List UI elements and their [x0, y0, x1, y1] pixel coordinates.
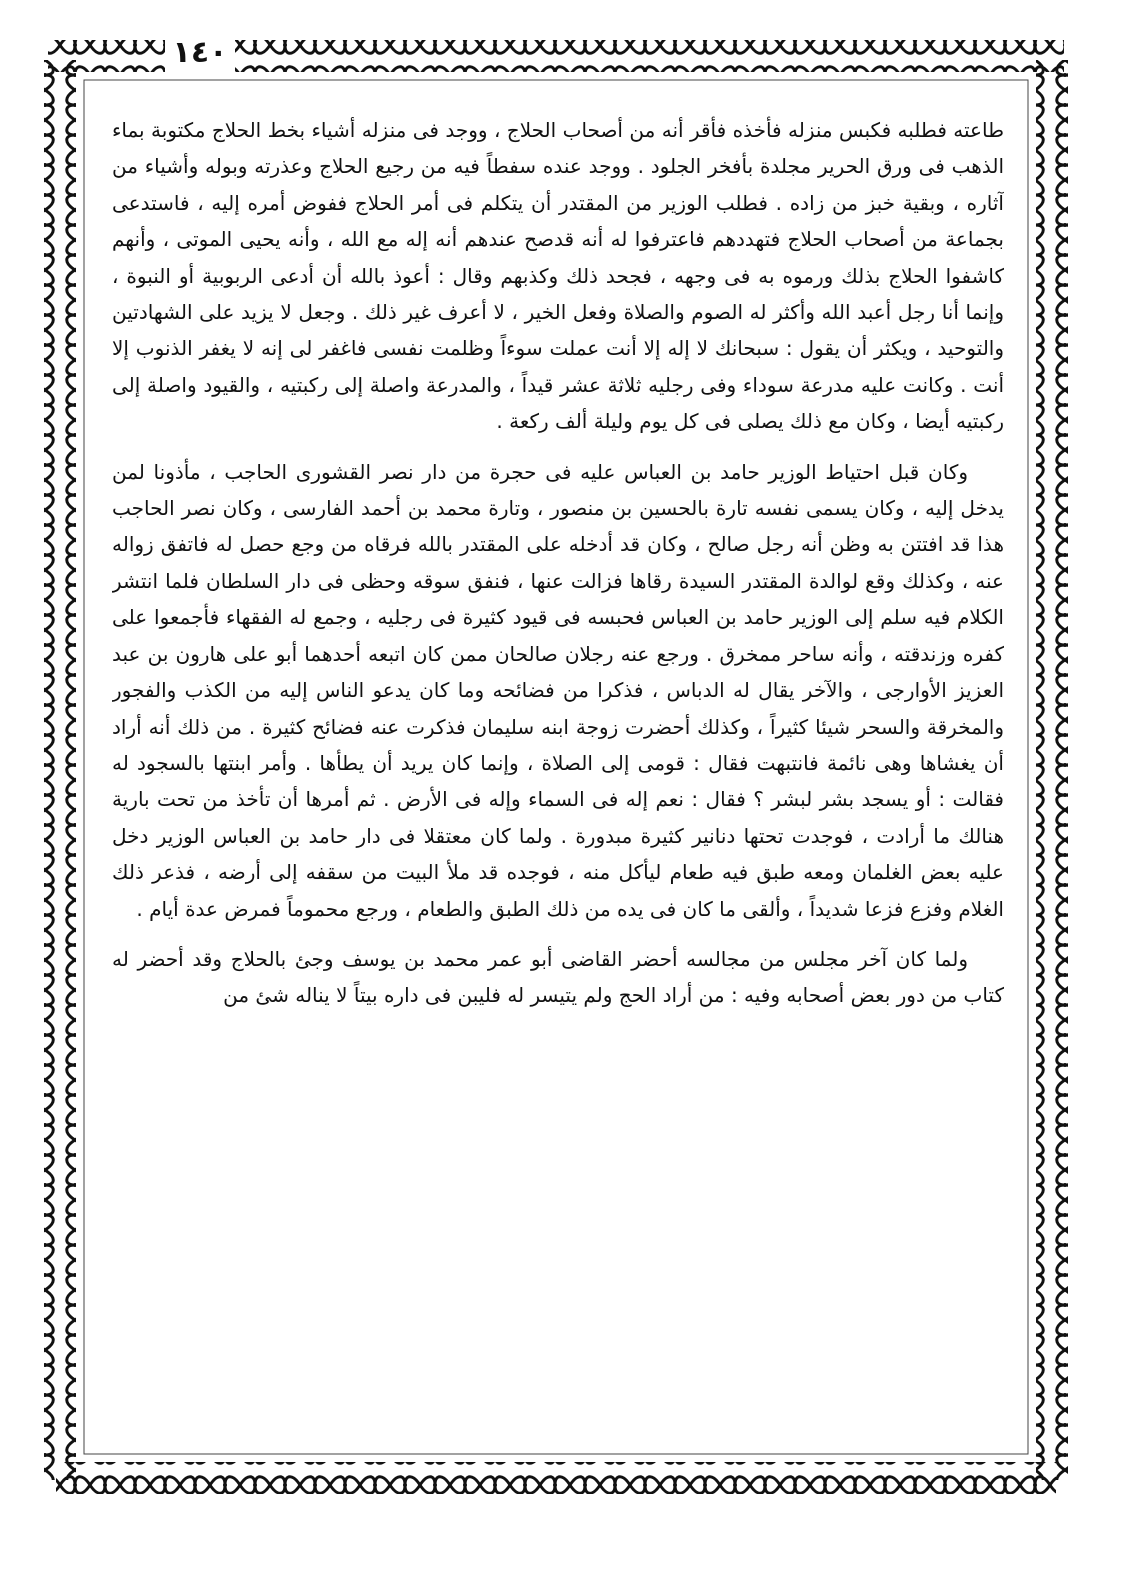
page-body	[112, 112, 1004, 1442]
paragraph: وكان قبل احتياط الوزير حامد بن العباس عليه فى حجرة من دار نصر القشورى الحاجب ، مأذونا لمن يدخل إليه ، وكان يسمى نفسه تارة بالحسين بن منصور ، وتارة محمد بن أحمد الفارسى ، وكان نصر الحاجب هذا قد افتتن به وظن أنه رجل صالح ، وكان قد أدخله على المقتدر بالله فرقاه من وجع حصل له فاتفق زواله عنه ، وكذلك وقع لوالدة المقتدر السيدة رقاها فزالت عنها ، فنفق سوقه وحظى فى دار السلطان فلما انتشر الكلام فيه سلم إلى الوزير حامد بن العباس فحبسه فى قيود كثيرة فى رجليه ، وجمع له الفقهاء فأجمعوا على كفره وزندقته ، وأنه ساحر ممخرق . ورجع عنه رجلان صالحان ممن كان اتبعه أحدهما أبو على هارون بن عبد العزيز الأوارجى ، والآخر يقال له الدباس ، فذكرا من فضائحه وما كان يدعو الناس إليه من الكذب والفجور والمخرقة والسحر شيئا كثيراً ، وكذلك أحضرت زوجة ابنه سليمان فذكرت عنه فضائح كثيرة . من ذلك أنه أراد أن يغشاها وهى نائمة فانتبهت فقال : قومى إلى الصلاة ، وإنما كان يريد أن يطأها . وأمر ابنتها بالسجود له فقالت : أو يسجد بشر لبشر ؟ فقال : نعم إله فى السماء وإله فى الأرض . ثم أمرها أن تأخذ من تحت بارية هنالك ما أرادت ، فوجدت تحتها دنانير كثيرة مبدورة . ولما كان معتقلا فى دار حامد بن العباس الوزير دخل عليه بعض الغلمان ومعه طبق فيه طعام ليأكل منه ، فوجده قد ملأ البيت من سقفه إلى أرضه ، فذعر ذلك الغلام وفزع فزعا شديداً ، وألقى ما كان فى يده من ذلك الطبق والطعام ، ورجع محموماً فمرض عدة أيام .	[112, 459, 1004, 921]
paragraph: ولما كان آخر مجلس من مجالسه أحضر القاضى أبو عمر محمد بن يوسف وجئ بالحلاج وقد أحضر له كتاب من دور بعض أصحابه وفيه : من أراد الحج ولم يتيسر له فليبن فى داره بيتاً لا يناله شئ من	[112, 946, 1004, 1008]
paragraph: طاعته فطلبه فكبس منزله فأخذه فأقر أنه من أصحاب الحلاج ، ووجد فى منزله أشياء بخط الحلاج مكتوبة بماء الذهب فى ورق الحرير مجلدة بأفخر الجلود . ووجد عنده سفطاً فيه من رجيع الحلاج وعذرته وبوله وأشياء من آثاره ، وبقية خبز من زاده . فطلب الوزير من المقتدر أن يتكلم فى أمر الحلاج ففوض أمره إليه ، فاستدعى بجماعة من أصحاب الحلاج فتهددهم فاعترفوا له أنه قدصح عندهم أنه إله مع الله ، وأنه يحيى الموتى ، وأنهم كاشفوا الحلاج بذلك ورموه به فى وجهه ، فجحد ذلك وكذبهم وقال : أعوذ بالله أن أدعى الربوبية أو النبوة ، وإنما أنا رجل أعبد الله وأكثر له الصوم والصلاة وفعل الخير ، لا أعرف غير ذلك . وجعل لا يزيد على الشهادتين والتوحيد ، ويكثر أن يقول : سبحانك لا إله إلا أنت عملت سوءاً وظلمت نفسى فاغفر لى إنه لا يغفر الذنوب إلا أنت . وكانت عليه مدرعة سوداء وفى رجليه ثلاثة عشر قيداً ، والمدرعة واصلة إلى ركبتيه ، والقيود واصلة إلى ركبتيه أيضا ، وكان مع ذلك يصلى فى كل يوم وليلة ألف ركعة .	[112, 118, 1004, 434]
page-number: ١٤٠	[165, 30, 235, 76]
